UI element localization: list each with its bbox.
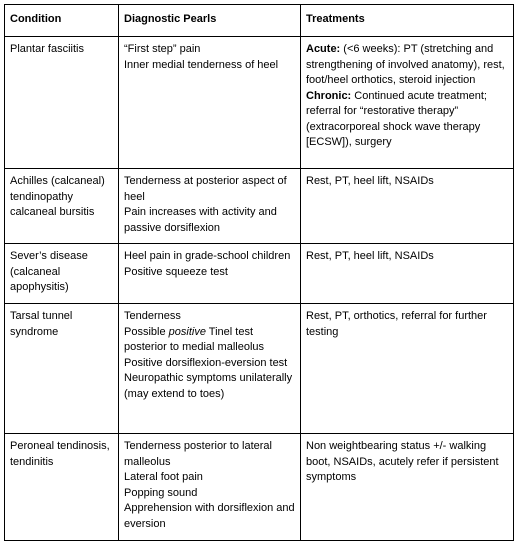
header-diagnostic-pearls: Diagnostic Pearls (119, 5, 301, 37)
pearl-item: Popping sound (124, 486, 198, 499)
table-row (5, 304, 514, 434)
pearl-item (124, 325, 295, 356)
header-condition: Condition (5, 5, 119, 37)
pearl-italic-text: positive (168, 325, 206, 338)
pearl-item: Lateral foot pain (124, 471, 203, 483)
pearls-cell (119, 434, 301, 541)
chronic-treatment (306, 89, 508, 151)
condition-cell: Peroneal tendinosis, tendinitis (5, 434, 119, 541)
heel-pain-table (4, 4, 514, 541)
pearl-item: Pain increases with activity and passive dorsiflexion (124, 206, 277, 234)
pearl-item: Tenderness posterior to lateral malleolus (124, 440, 272, 468)
pearl-item: Heel pain in grade-school children (124, 250, 291, 262)
chronic-label: Chronic: (306, 89, 352, 102)
pearl-item: Positive squeeze test (124, 265, 228, 278)
pearl-item: “First step” pain (124, 43, 201, 55)
pearls-cell (119, 169, 301, 244)
condition-cell: Sever’s disease (calcaneal apophysitis) (5, 244, 119, 304)
pearl-item: Inner medial tenderness of heel (124, 58, 279, 71)
acute-treatment (306, 42, 508, 89)
condition-cell: Achilles (calcaneal) tendinopathy calcaneal bursitis (5, 169, 119, 244)
treatment-cell: Rest, PT, heel lift, NSAIDs (301, 244, 514, 304)
pearls-cell (119, 304, 301, 434)
condition-cell: Plantar fasciitis (5, 37, 119, 169)
treatment-cell: Rest, PT, heel lift, NSAIDs (301, 169, 514, 244)
table-row (5, 244, 514, 304)
header-treatments: Treatments (301, 5, 514, 37)
acute-label: Acute: (306, 43, 341, 55)
table-row (5, 434, 514, 541)
header-row (5, 5, 514, 37)
treatment-cell (301, 37, 514, 169)
chronic-text: Continued acute treatment; referral for “restorative therapy” (extracorporeal shock wave therapy [ECSW]), surgery (306, 89, 487, 148)
acute-text: (<6 weeks): PT (stretching and strengthening of involved anatomy), rest, foot/heel orthotics, steroid injection (306, 43, 505, 86)
pearl-text: Tinel test posterior to medial malleolus (124, 325, 265, 353)
pearl-item: Tenderness (124, 310, 181, 322)
pearl-text: Possible (124, 325, 169, 338)
table-row (5, 169, 514, 244)
pearls-cell (119, 37, 301, 169)
treatment-cell: Rest, PT, orthotics, referral for further testing (301, 304, 514, 434)
treatment-cell: Non weightbearing status +/- walking boot, NSAIDs, acutely refer if persistent symptoms (301, 434, 514, 541)
pearl-item: Apprehension with dorsiflexion and eversion (124, 502, 295, 530)
pearl-item: Neuropathic symptoms unilaterally (may extend to toes) (124, 372, 293, 400)
pearl-item: Positive dorsiflexion-eversion test (124, 356, 288, 369)
pearls-cell (119, 244, 301, 304)
table-row (5, 37, 514, 169)
pearl-item: Tenderness at posterior aspect of heel (124, 175, 287, 203)
condition-cell: Tarsal tunnel syndrome (5, 304, 119, 434)
